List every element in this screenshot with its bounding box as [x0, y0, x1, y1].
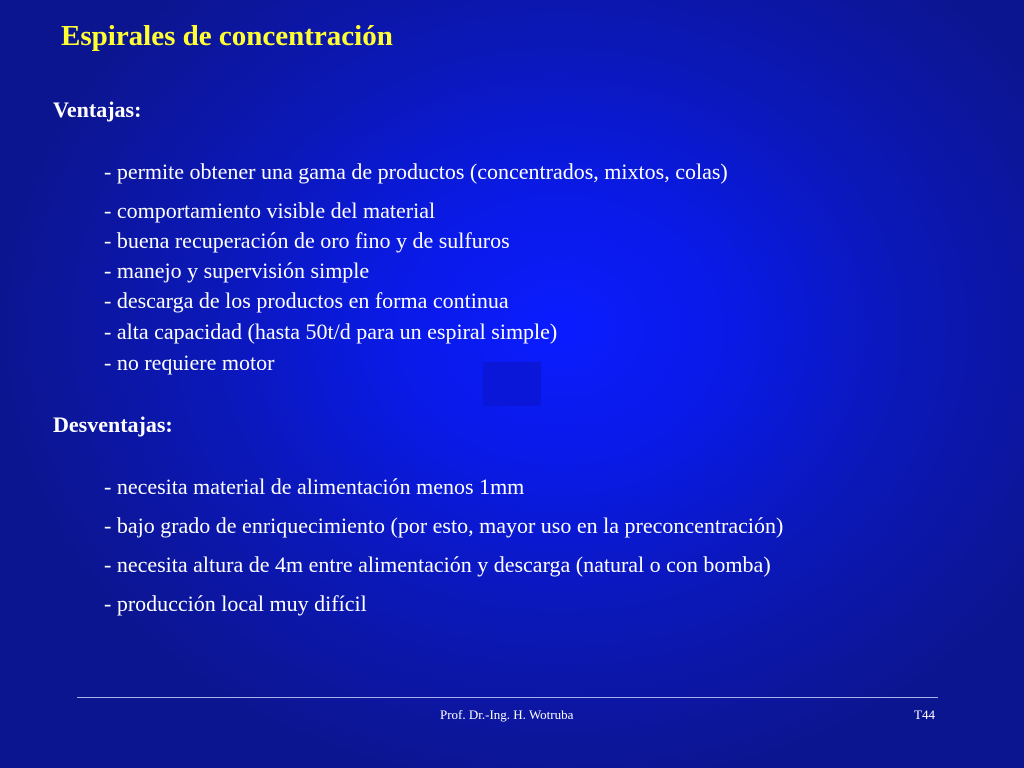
slide-title: Espirales de concentración	[61, 20, 393, 52]
advantage-item: - manejo y supervisión simple	[104, 258, 370, 283]
advantages-heading: Ventajas:	[53, 97, 142, 122]
disadvantage-item: - necesita altura de 4m entre alimentación y descarga (natural o con bomba)	[104, 552, 771, 577]
slide-code: T44	[914, 707, 935, 722]
disadvantage-item: - necesita material de alimentación menos 1mm	[104, 474, 525, 499]
advantage-item: - alta capacidad (hasta 50t/d para un espiral simple)	[104, 319, 558, 344]
advantage-item: - descarga de los productos en forma continua	[104, 288, 509, 313]
advantage-item: - no requiere motor	[104, 350, 275, 375]
footer-author: Prof. Dr.-Ing. H. Wotruba	[440, 707, 574, 722]
advantage-item: - comportamiento visible del material	[104, 198, 436, 223]
footer-divider	[77, 697, 938, 698]
advantage-item: - permite obtener una gama de productos (concentrados, mixtos, colas)	[104, 159, 728, 184]
disadvantage-item: - bajo grado de enriquecimiento (por esto, mayor uso en la preconcentración)	[104, 513, 784, 538]
disadvantages-heading: Desventajas:	[53, 412, 173, 437]
advantage-item: - buena recuperación de oro fino y de sulfuros	[104, 228, 510, 253]
disadvantage-item: - producción local muy difícil	[104, 591, 367, 616]
background-artifact	[483, 362, 541, 406]
